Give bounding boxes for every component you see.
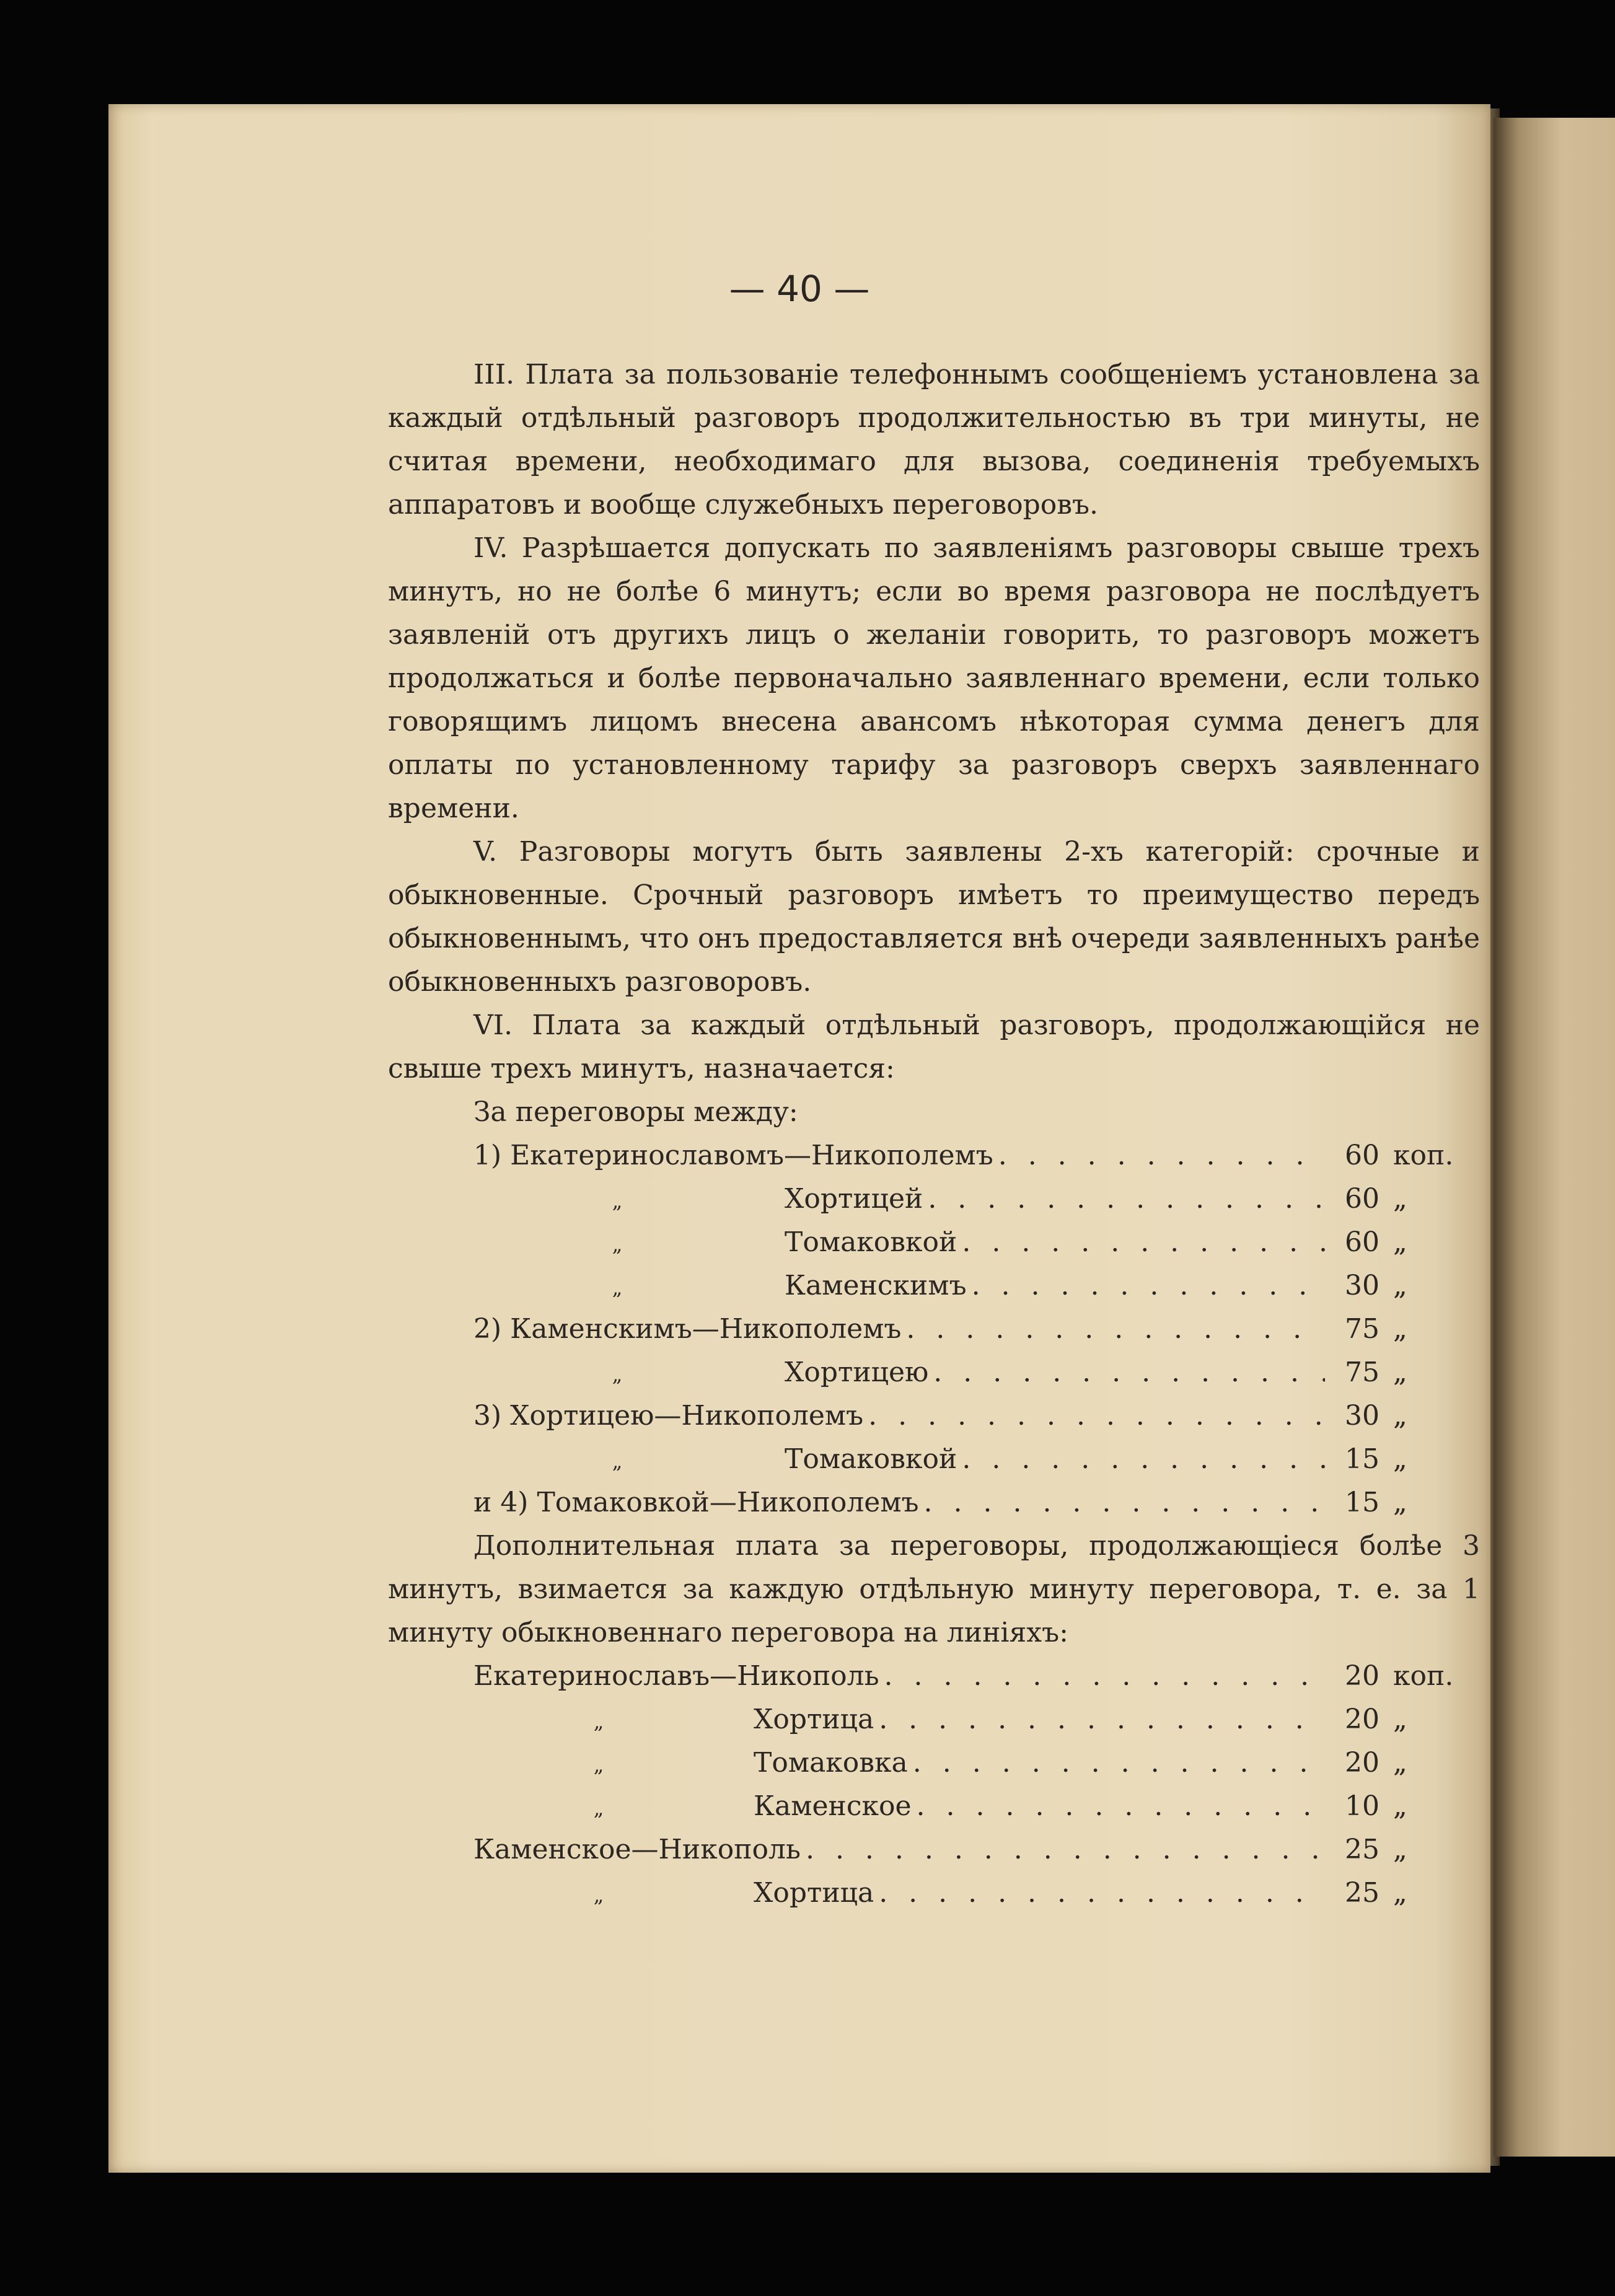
paragraph-iii: III. Плата за пользованіе телефоннымъ сообщеніемъ установлена за каждый отдѣльный разговоръ продолжительностью въ три минуты, не считая времени, необходимаго для вызова, соединенія требуемыхъ аппаратовъ и вообще служебныхъ переговоровъ.: [388, 359, 1480, 521]
tariff-value: 10: [1345, 1790, 1380, 1822]
tariff-row: [388, 1655, 1480, 1698]
route-label: 2) Каменскимъ—Никополемъ: [473, 1313, 902, 1345]
tariff-unit: коп.: [1393, 1140, 1454, 1171]
tariff-value: 30: [1345, 1270, 1380, 1301]
leader-dots: [962, 1438, 1325, 1481]
route-label: Каменское—Никополь: [473, 1834, 801, 1865]
tariff-intro: За переговоры между:: [473, 1096, 798, 1128]
tariff-unit: „: [1393, 1400, 1407, 1432]
ditto-mark: „: [612, 1189, 623, 1213]
tariff-unit: „: [1393, 1443, 1407, 1475]
destination-label: Хортицей: [785, 1183, 923, 1215]
extra-charge-table: [388, 1655, 1480, 1915]
destination-label: Каменское: [754, 1790, 912, 1822]
route-label: Екатеринославъ—Никополь: [473, 1660, 879, 1692]
tariff-row: [388, 1351, 1480, 1394]
tariff-unit: „: [1393, 1834, 1407, 1865]
leader-dots: [933, 1351, 1325, 1394]
paragraph-vi: VI. Плата за каждый отдѣльный разговоръ, продолжающійся не свыше трехъ минутъ, назначается:: [388, 1009, 1480, 1084]
ditto-mark: „: [593, 1797, 604, 1820]
leader-dots: [806, 1828, 1325, 1872]
tariff-value: 60: [1345, 1140, 1380, 1171]
leader-dots: [928, 1177, 1325, 1221]
destination-label: Хортица: [754, 1704, 874, 1735]
leader-dots: [998, 1134, 1325, 1177]
tariff-value: 15: [1345, 1443, 1380, 1475]
tariff-row: [388, 1308, 1480, 1351]
leader-dots: [884, 1655, 1325, 1698]
tariff-unit: коп.: [1393, 1660, 1454, 1692]
tariff-unit: „: [1393, 1790, 1407, 1822]
tariff-unit: „: [1393, 1487, 1407, 1518]
ditto-mark: „: [593, 1883, 604, 1907]
tariff-row: [388, 1438, 1480, 1481]
leader-dots: [972, 1264, 1325, 1308]
tariff-value: 75: [1345, 1313, 1380, 1345]
leader-dots: [879, 1872, 1325, 1915]
destination-label: Томаковкой: [785, 1443, 957, 1475]
adjacent-page-edge: [1494, 118, 1615, 2157]
tariff-row: [388, 1872, 1480, 1915]
ditto-mark: „: [612, 1449, 623, 1473]
tariff-unit: „: [1393, 1226, 1407, 1258]
route-label: и 4) Томаковкой—Никополемъ: [473, 1487, 919, 1518]
tariff-row: [388, 1828, 1480, 1872]
tariff-row: [388, 1741, 1480, 1785]
tariff-unit: „: [1393, 1877, 1407, 1909]
page-number: — 40 —: [729, 268, 870, 310]
page-text: [388, 353, 1480, 1915]
ditto-mark: „: [612, 1276, 623, 1300]
ditto-mark: „: [593, 1753, 604, 1777]
leader-dots: [917, 1785, 1325, 1828]
leader-dots: [906, 1308, 1325, 1351]
route-label: 3) Хортицею—Никополемъ: [473, 1400, 864, 1432]
destination-label: Хортица: [754, 1877, 874, 1909]
leader-dots: [962, 1221, 1325, 1264]
tariff-unit: „: [1393, 1270, 1407, 1301]
extra-charge-paragraph: Дополнительная плата за переговоры, продолжающіеся болѣе 3 минутъ, взимается за каждую отдѣльную минуту переговора, т. е. за 1 минуту обыкновеннаго переговора на линіяхъ:: [388, 1530, 1480, 1648]
tariff-value: 60: [1345, 1226, 1380, 1258]
tariff-value: 25: [1345, 1834, 1380, 1865]
ditto-mark: „: [612, 1363, 623, 1386]
tariff-unit: „: [1393, 1183, 1407, 1215]
paragraph-iv: IV. Разрѣшается допускать по заявленіямъ разговоры свыше трехъ минутъ, но не болѣе 6 минутъ; если во время разговора не послѣдуетъ заявленій отъ другихъ лицъ о желаніи говорить, то разговоръ можетъ продолжаться и болѣе первоначально заявленнаго времени, если только говорящимъ лицомъ внесена авансомъ нѣкоторая сумма денегъ для оплаты по установленному тарифу за разговоръ сверхъ заявленнаго времени.: [388, 532, 1480, 824]
tariff-value: 20: [1345, 1747, 1380, 1779]
paragraph-v: V. Разговоры могутъ быть заявлены 2-хъ категорій: срочные и обыкновенные. Срочный разговоръ имѣетъ то преимущество передъ обыкновеннымъ, что онъ предоставляется внѣ очереди заявленныхъ ранѣе обыкновенныхъ разговоровъ.: [388, 836, 1480, 998]
leader-dots: [924, 1481, 1325, 1524]
tariff-row: [388, 1698, 1480, 1741]
destination-label: Томаковкой: [785, 1226, 957, 1258]
tariff-value: 20: [1345, 1704, 1380, 1735]
tariff-row: [388, 1134, 1480, 1177]
tariff-row: [388, 1785, 1480, 1828]
destination-label: Томаковка: [754, 1747, 908, 1779]
leader-dots: [913, 1741, 1325, 1785]
tariff-table: [388, 1134, 1480, 1524]
tariff-value: 20: [1345, 1660, 1380, 1692]
tariff-row: [388, 1221, 1480, 1264]
tariff-unit: „: [1393, 1747, 1407, 1779]
ditto-mark: „: [612, 1233, 623, 1256]
tariff-value: 15: [1345, 1487, 1380, 1518]
tariff-value: 60: [1345, 1183, 1380, 1215]
leader-dots: [879, 1698, 1325, 1741]
leader-dots: [868, 1394, 1325, 1438]
tariff-value: 30: [1345, 1400, 1380, 1432]
tariff-unit: „: [1393, 1704, 1407, 1735]
destination-label: Хортицею: [785, 1357, 929, 1388]
destination-label: Каменскимъ: [785, 1270, 967, 1301]
tariff-value: 25: [1345, 1877, 1380, 1909]
tariff-row: [388, 1264, 1480, 1308]
tariff-unit: „: [1393, 1357, 1407, 1388]
book-page: [108, 104, 1490, 2173]
tariff-row: [388, 1177, 1480, 1221]
tariff-row: [388, 1394, 1480, 1438]
tariff-value: 75: [1345, 1357, 1380, 1388]
ditto-mark: „: [593, 1710, 604, 1733]
tariff-unit: „: [1393, 1313, 1407, 1345]
route-label: 1) Екатеринославомъ—Никополемъ: [473, 1140, 993, 1171]
tariff-row: [388, 1481, 1480, 1524]
